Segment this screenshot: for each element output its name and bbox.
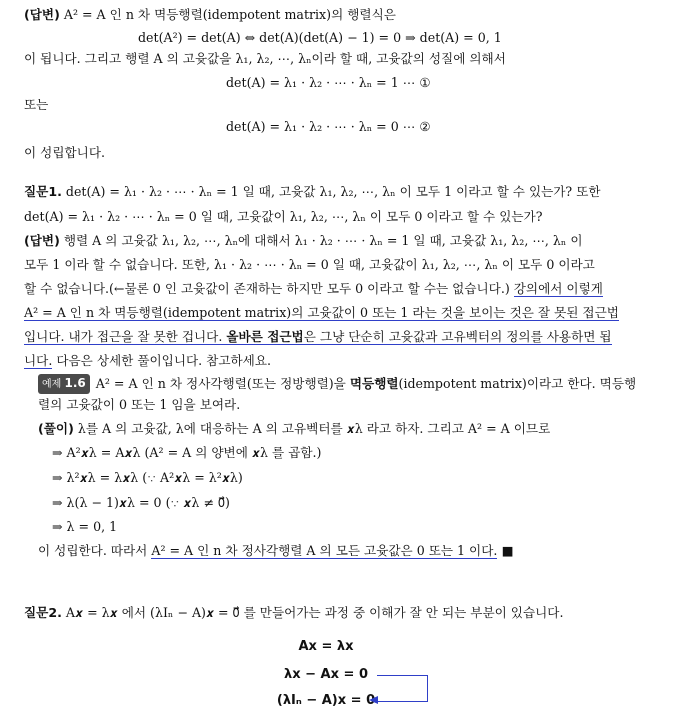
question2-label: 질문2. <box>24 605 62 620</box>
conclusion-line <box>38 542 514 559</box>
solution-text: λ를 A 의 고윳값, λ에 대응하는 A 의 고유벡터를 𝒙λ 라고 하자. 그리고 A² = A 이므로 <box>73 421 551 436</box>
equation-det-product-1: det(A) = λ₁ · λ₂ · ⋯ · λₙ = 1 ⋯ ① <box>226 75 431 90</box>
equation-det-product-0: det(A) = λ₁ · λ₂ · ⋯ · λₙ = 0 ⋯ ② <box>226 119 431 134</box>
solution-label: (풀이) <box>38 421 74 436</box>
proof-step-2: ⇒ λ²𝒙λ = λ𝒙λ (∵ A²𝒙λ = λ²𝒙λ) <box>52 470 243 485</box>
example-badge <box>38 374 90 394</box>
answer2-line3-text: 할 수 없습니다.(←물론 0 인 고윳값이 존재하는 하지만 모두 0 이라고 할 수는 없습니다.) <box>24 281 514 296</box>
answer2-line6-text: 다음은 상세한 풀이입니다. 참고하세요. <box>52 353 272 368</box>
question1-line2: det(A) = λ₁ · λ₂ · ⋯ · λₙ = 0 일 때, 고윳값이 λ₁, λ₂, ⋯, λₙ 이 모두 0 이라고 할 수 있는가? <box>24 209 543 224</box>
question2-line <box>24 604 563 621</box>
answer1-line1 <box>24 6 396 23</box>
example-text-2: (idempotent matrix)이라고 한다. 멱등행 <box>398 376 637 391</box>
answer1-line3: 이 성립합니다. <box>24 145 105 160</box>
end-of-proof-mark: ■ <box>497 543 514 558</box>
conclusion-text: 이 성립한다. 따라서 <box>38 543 152 558</box>
solution-line <box>38 420 550 437</box>
underlined-text: 입니다. 내가 접근을 잘 못한 겁니다. <box>24 329 227 344</box>
answer2-text: 행렬 A 의 고윳값 λ₁, λ₂, ⋯, λₙ에 대해서 λ₁ · λ₂ · ⋯ · λₙ = 1 일 때, 고윳값 λ₁, λ₂, ⋯, λₙ 이 <box>59 233 583 248</box>
question1-label: 질문1. <box>24 184 62 199</box>
equation-det-squared: det(A²) = det(A) ⇔ det(A)(det(A) − 1) = 0 ⇒ det(A) = 0, 1 <box>138 30 502 45</box>
underlined-text: A² = A 인 n 차 멱등행렬(idempotent matrix)의 고윳값이 0 또는 1 라는 것을 보이는 것은 잘 못된 접근법 <box>24 305 619 320</box>
underlined-text: 은 그냥 단순히 고윳값과 고유벡터의 정의를 사용하면 됩 <box>303 329 612 344</box>
arrow-left-icon <box>369 696 378 704</box>
answer2-line5 <box>24 328 612 345</box>
answer1-text: A² = A 인 n 차 멱등행렬(idempotent matrix)의 행렬식은 <box>59 7 396 22</box>
underlined-text: 니다. <box>24 353 53 368</box>
example-line2: 렬의 고윳값이 0 또는 1 임을 보여라. <box>38 397 241 412</box>
answer2-label: (답변) <box>24 233 60 248</box>
or-text: 또는 <box>24 97 49 112</box>
eq-lambda-in-minus-a: (λIₙ − A)x = 0 <box>276 693 376 708</box>
answer2-line4 <box>24 304 619 321</box>
correct-approach-text: 올바른 접근법 <box>226 329 304 344</box>
eq-lambda-x-minus-ax: λx − Ax = 0 <box>284 667 368 682</box>
idempotent-term: 멱등행렬 <box>349 376 399 391</box>
answer-label: (답변) <box>24 7 60 22</box>
example-badge-word: 예제 <box>42 379 62 390</box>
underlined-text: A² = A 인 n 차 정사각행렬 A 의 모든 고윳값은 0 또는 1 이다. <box>151 543 498 558</box>
answer2-line3 <box>24 280 603 297</box>
connector-bracket <box>377 675 428 702</box>
underlined-text: 강의에서 이렇게 <box>513 281 603 296</box>
example-line1 <box>38 374 636 394</box>
proof-step-1: ⇒ A²𝒙λ = A𝒙λ (A² = A 의 양변에 𝒙λ 를 곱함.) <box>52 445 322 460</box>
question1-line1 <box>24 183 601 200</box>
answer1-line2: 이 됩니다. 그리고 행렬 A 의 고윳값을 λ₁, λ₂, ⋯, λₙ이라 할 때, 고윳값의 성질에 의해서 <box>24 51 506 66</box>
answer2-line6 <box>24 352 271 369</box>
question1-text: det(A) = λ₁ · λ₂ · ⋯ · λₙ = 1 일 때, 고윳값 λ₁, λ₂, ⋯, λₙ 이 모두 1 이라고 할 수 있는가? 또한 <box>61 184 601 199</box>
answer2-line1 <box>24 232 583 249</box>
example-badge-number: 1.6 <box>64 376 86 390</box>
proof-step-4: ⇒ λ = 0, 1 <box>52 519 118 534</box>
example-text: A² = A 인 n 차 정사각행렬(또는 정방행렬)을 <box>95 376 350 391</box>
eq-ax-lambda-x: Ax = λx <box>298 639 354 654</box>
question2-text: A𝒙 = λ𝒙 에서 (λIₙ − A)𝒙 = 0⃗ 를 만들어가는 과정 중 이해가 잘 안 되는 부분이 있습니다. <box>61 605 564 620</box>
proof-step-3: ⇒ λ(λ − 1)𝒙λ = 0 (∵ 𝒙λ ≠ 0⃗) <box>52 495 230 510</box>
answer2-line2: 모두 1 이라 할 수 없습니다. 또한, λ₁ · λ₂ · ⋯ · λₙ = 0 일 때, 고윳값이 λ₁, λ₂, ⋯, λₙ 이 모두 0 이라고 <box>24 257 595 272</box>
